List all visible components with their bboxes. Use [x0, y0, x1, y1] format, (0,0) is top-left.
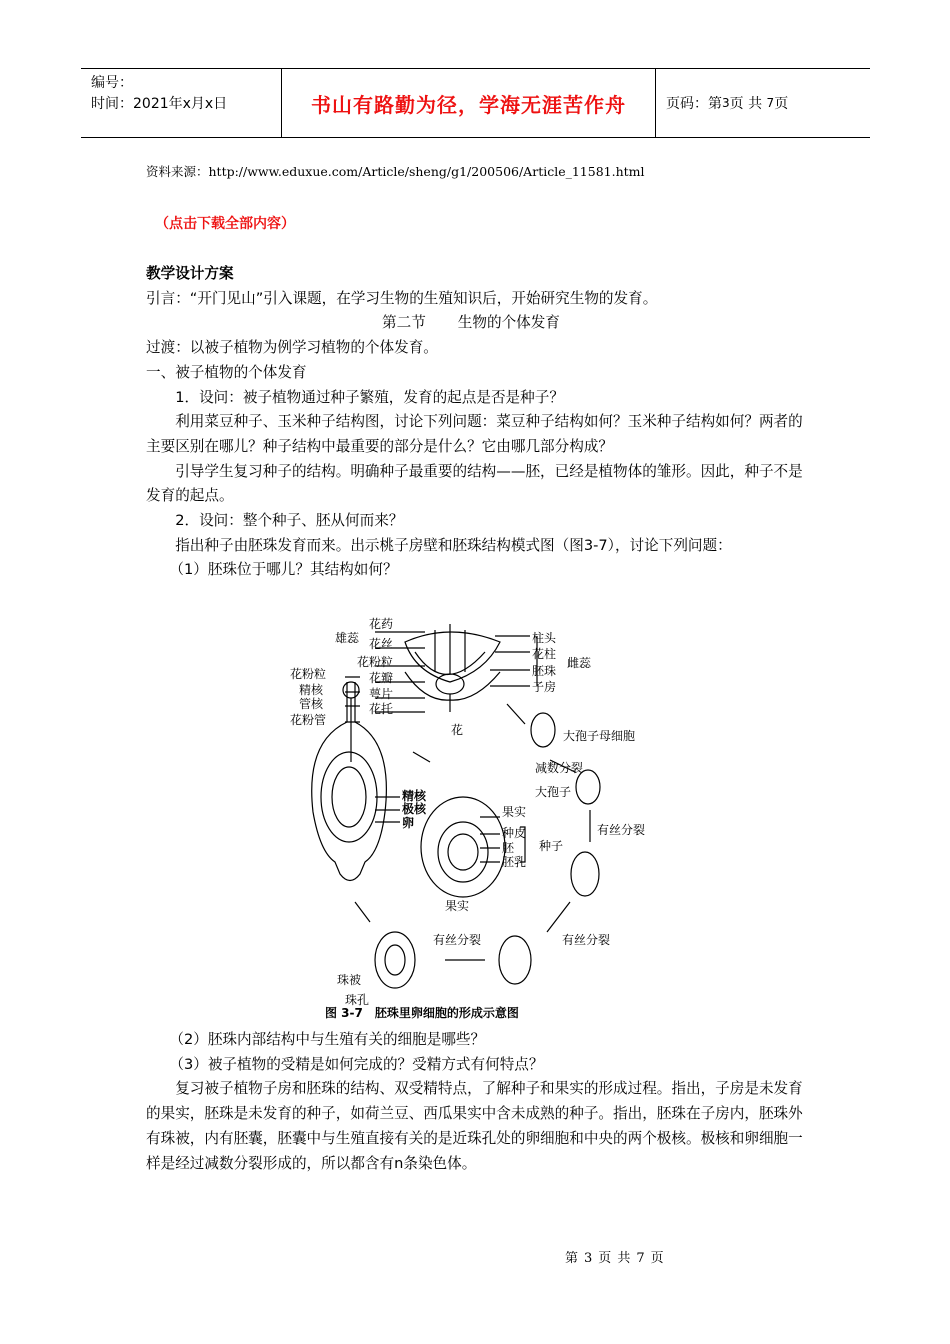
label-hua: 花: [451, 723, 464, 737]
doc-number: 编号：: [91, 75, 133, 91]
label-xiongrui: 雄蕊: [335, 631, 360, 645]
label-jinghe: 精核: [402, 789, 427, 803]
label-huaban: 花瓣: [369, 671, 394, 685]
label-zifang: 子房: [532, 680, 557, 694]
label-zhukong: 珠孔: [345, 993, 370, 1007]
paragraph: 指出种子由胚珠发育而来。出示桃子房壁和胚珠结构模式图（图3-7），讨论下列问题：: [175, 536, 732, 554]
label-guoshi-right: 果实: [502, 805, 527, 819]
paragraph: 复习被子植物子房和胚珠的结构、双受精特点，了解种子和果实的形成过程。指出，子房是未发育的果实，胚珠是未发育的种子，如荷兰豆、西瓜果实中含未成熟的种子。指出，胚珠在子房内，胚珠外有珠被，内有胚囊，胚囊中与生殖直接有关的是近珠孔处的卵细胞和中央的两个极核。极核和卵细胞一样是经过减数分裂形成的，所以都含有n条染色体。: [146, 1080, 803, 1172]
page-header: [81, 68, 870, 138]
label-huafenguan: 花粉管: [290, 713, 327, 727]
label-yousi-2: 有丝分裂: [562, 933, 611, 947]
paragraph: 过渡：以被子植物为例学习植物的个体发育。: [146, 339, 438, 357]
label-huazhu: 花柱: [532, 647, 557, 661]
label-epian: 萼片: [369, 687, 394, 701]
header-motto-cell: [282, 69, 656, 137]
label-zhongzi: 种子: [539, 839, 564, 853]
main-content-part1: [146, 262, 806, 583]
label-huayao: 花药: [369, 617, 394, 631]
label-jinghe-left: 精核: [299, 683, 324, 697]
header-page-info: 页码：第 3 页 共 7 页: [666, 96, 789, 112]
header-motto: 书山有路勤为径，学海无涯苦作舟: [311, 92, 626, 117]
header-meta: [81, 69, 282, 137]
label-huatuo: 花托: [369, 702, 394, 716]
label-peiru: 胚乳: [502, 855, 527, 869]
label-guanhe: 管核: [299, 697, 324, 711]
paragraph: 2．设问：整个种子、胚从何而来？: [175, 512, 404, 530]
paragraph: （2）胚珠内部结构中与生殖有关的细胞是哪些？: [169, 1031, 486, 1048]
ovule-diagram-svg: [285, 612, 646, 1022]
label-yousi-3: 有丝分裂: [433, 933, 482, 947]
label-huafenli: 花粉粒: [290, 667, 327, 681]
section-title: 教学设计方案: [146, 265, 234, 282]
label-guoshi: 果实: [445, 899, 470, 913]
paragraph: 1．设问：被子植物通过种子繁殖，发育的起点是否是种子？: [175, 388, 564, 406]
label-zhubei: 珠被: [337, 973, 362, 987]
label-huafenli-top: 花粉粒: [357, 655, 394, 669]
download-link[interactable]: （点击下载全部内容）: [155, 216, 295, 232]
label-yousi-1: 有丝分裂: [597, 823, 646, 837]
label-zhutou: 柱头: [532, 631, 557, 645]
paragraph: （1）胚珠位于哪儿？其结构如何？: [169, 561, 398, 579]
page-footer: 第 3 页 共 7 页: [565, 1251, 664, 1266]
label-cirui: 雌蕊: [567, 656, 592, 670]
paragraph: 利用菜豆种子、玉米种子结构图，讨论下列问题：菜豆种子结构如何？玉米种子结构如何？两者的主要区别在哪儿？种子结构中最重要的部分是什么？它由哪几部分构成？: [146, 413, 803, 455]
label-dabaozimu: 大孢子母细胞: [563, 729, 636, 743]
label-pei: 胚: [502, 841, 515, 855]
figure-ovule-diagram: [285, 612, 646, 1022]
doc-date: 时间：2021年x月x日: [91, 96, 228, 112]
label-jihe: 极核: [402, 802, 427, 816]
source-link[interactable]: 资料来源：http://www.eduxue.com/Article/sheng/g1/200506/Article_11581.html: [146, 164, 645, 179]
label-luan: 卵: [402, 816, 415, 830]
paragraph: 引言：“开门见山”引入课题，在学习生物的生殖知识后，开始研究生物的发育。: [146, 289, 658, 307]
main-content-part2: [146, 1028, 806, 1176]
paragraph: 一、被子植物的个体发育: [146, 363, 307, 381]
subheading: 第二节 生物的个体发育: [382, 314, 560, 332]
label-huasi: 花丝: [369, 637, 394, 651]
paragraph: 引导学生复习种子的结构。明确种子最重要的结构——胚，已经是植物体的雏形。因此，种子不是发育的起点。: [146, 462, 803, 505]
label-peizhu: 胚珠: [532, 664, 557, 678]
label-dabaozi: 大孢子: [535, 785, 572, 799]
label-zhongpi: 种皮: [502, 826, 527, 840]
label-jianshu: 减数分裂: [535, 761, 584, 775]
paragraph: （3）被子植物的受精是如何完成的？受精方式有何特点？: [169, 1055, 544, 1073]
figure-caption: 图 3-7 胚珠里卵细胞的形成示意图: [325, 1006, 519, 1020]
